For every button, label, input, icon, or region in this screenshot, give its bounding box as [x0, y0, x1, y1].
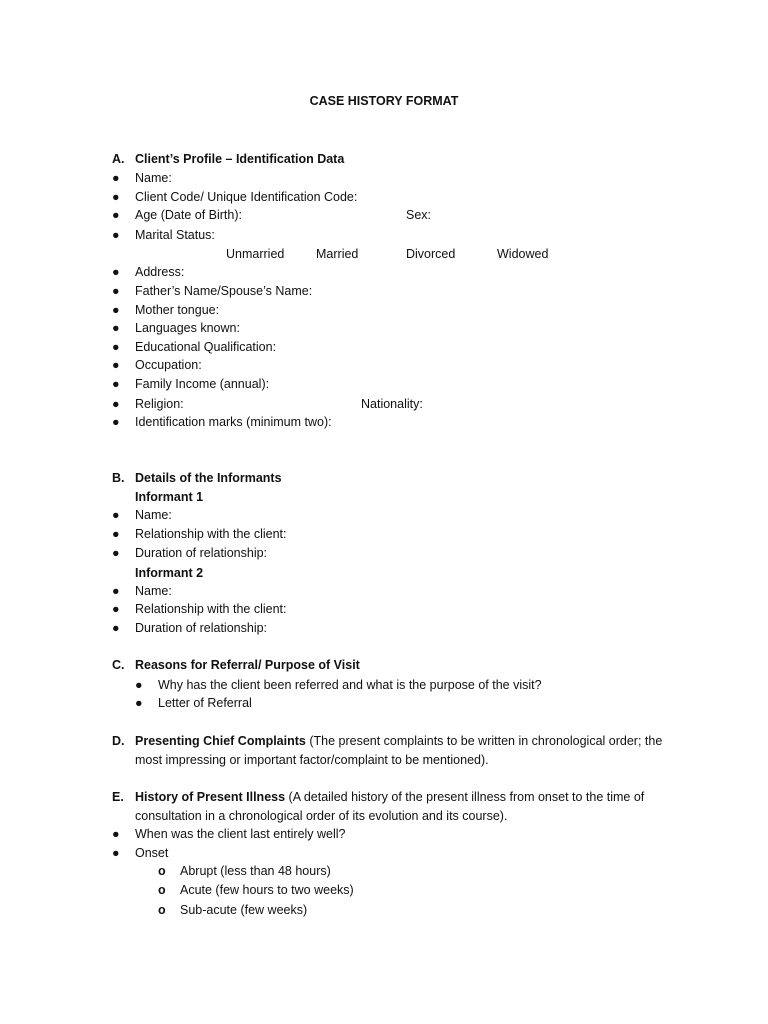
bullet: ●: [112, 377, 120, 391]
bullet: ●: [112, 508, 120, 522]
bullet: ●: [112, 171, 120, 185]
bullet: ●: [112, 621, 120, 635]
bullet: ●: [112, 228, 120, 242]
option-label: Married: [316, 247, 359, 261]
bullet: ●: [112, 358, 120, 372]
field-label: Marital Status:: [135, 228, 215, 242]
subheading: Informant 1: [135, 490, 204, 504]
document-title: CASE HISTORY FORMAT: [309, 94, 459, 108]
field-label: Duration of relationship:: [135, 546, 268, 560]
section-letter: D.: [112, 734, 125, 748]
field-label: Client Code/ Unique Identification Code:: [135, 190, 358, 204]
option-label: Widowed: [497, 247, 549, 261]
bullet: ●: [112, 303, 120, 317]
section-letter: E.: [112, 790, 124, 804]
field-label: Family Income (annual):: [135, 377, 270, 391]
bullet: ●: [112, 584, 120, 598]
sub-bullet: o: [158, 883, 166, 897]
bullet: ●: [112, 265, 120, 279]
sub-bullet: o: [158, 864, 166, 878]
list-text: Abrupt (less than 48 hours): [180, 864, 331, 878]
option-label: Unmarried: [226, 247, 285, 261]
field-label: Nationality:: [361, 397, 423, 411]
section-letter: B.: [112, 471, 125, 485]
section-heading: Client’s Profile – Identification Data: [135, 152, 345, 166]
list-text: Letter of Referral: [158, 696, 252, 710]
field-label: Name:: [135, 171, 172, 185]
field-label: Duration of relationship:: [135, 621, 268, 635]
list-text: Why has the client been referred and what is the purpose of the visit?: [158, 678, 542, 692]
list-text: Sub-acute (few weeks): [180, 903, 308, 917]
section-letter: C.: [112, 658, 125, 672]
section-text: consultation in a chronological order of its evolution and its course).: [135, 809, 508, 823]
bullet: ●: [112, 340, 120, 354]
field-label: Identification marks (minimum two):: [135, 415, 332, 429]
bullet: ●: [112, 602, 120, 616]
section-heading: History of Present Illness: [135, 790, 286, 804]
section-heading: Details of the Informants: [135, 471, 282, 485]
field-label: Relationship with the client:: [135, 602, 287, 616]
field-label: Mother tongue:: [135, 303, 220, 317]
bullet: ●: [112, 190, 120, 204]
list-text: Onset: [135, 846, 169, 860]
subheading: Informant 2: [135, 566, 204, 580]
sub-bullet: o: [158, 903, 166, 917]
field-label: Address:: [135, 265, 185, 279]
section-heading: Presenting Chief Complaints: [135, 734, 306, 748]
bullet: ●: [112, 527, 120, 541]
bullet: ●: [112, 321, 120, 335]
field-label: Educational Qualification:: [135, 340, 277, 354]
section-letter: A.: [112, 152, 125, 166]
field-label: Name:: [135, 584, 172, 598]
section-text: (A detailed history of the present illness from onset to the time of: [285, 790, 645, 804]
field-label: Name:: [135, 508, 172, 522]
field-label: Father’s Name/Spouse’s Name:: [135, 284, 313, 298]
field-label: Relationship with the client:: [135, 527, 287, 541]
option-label: Divorced: [406, 247, 456, 261]
section-heading: Reasons for Referral/ Purpose of Visit: [135, 658, 360, 672]
bullet: ●: [112, 827, 120, 841]
bullet: ●: [112, 546, 120, 560]
bullet: ●: [112, 284, 120, 298]
bullet: ●: [135, 696, 143, 710]
bullet: ●: [112, 415, 120, 429]
field-label: Occupation:: [135, 358, 202, 372]
field-label: Age (Date of Birth):: [135, 208, 242, 222]
bullet: ●: [112, 397, 120, 411]
field-label: Religion:: [135, 397, 184, 411]
bullet: ●: [135, 678, 143, 692]
section-text: most impressing or important factor/complaint to be mentioned).: [135, 753, 489, 767]
field-label: Sex:: [406, 208, 432, 222]
field-label: Languages known:: [135, 321, 240, 335]
bullet: ●: [112, 846, 120, 860]
bullet: ●: [112, 208, 120, 222]
list-text: Acute (few hours to two weeks): [180, 883, 354, 897]
list-text: When was the client last entirely well?: [135, 827, 346, 841]
section-text: (The present complaints to be written in chronological order; the: [305, 734, 663, 748]
